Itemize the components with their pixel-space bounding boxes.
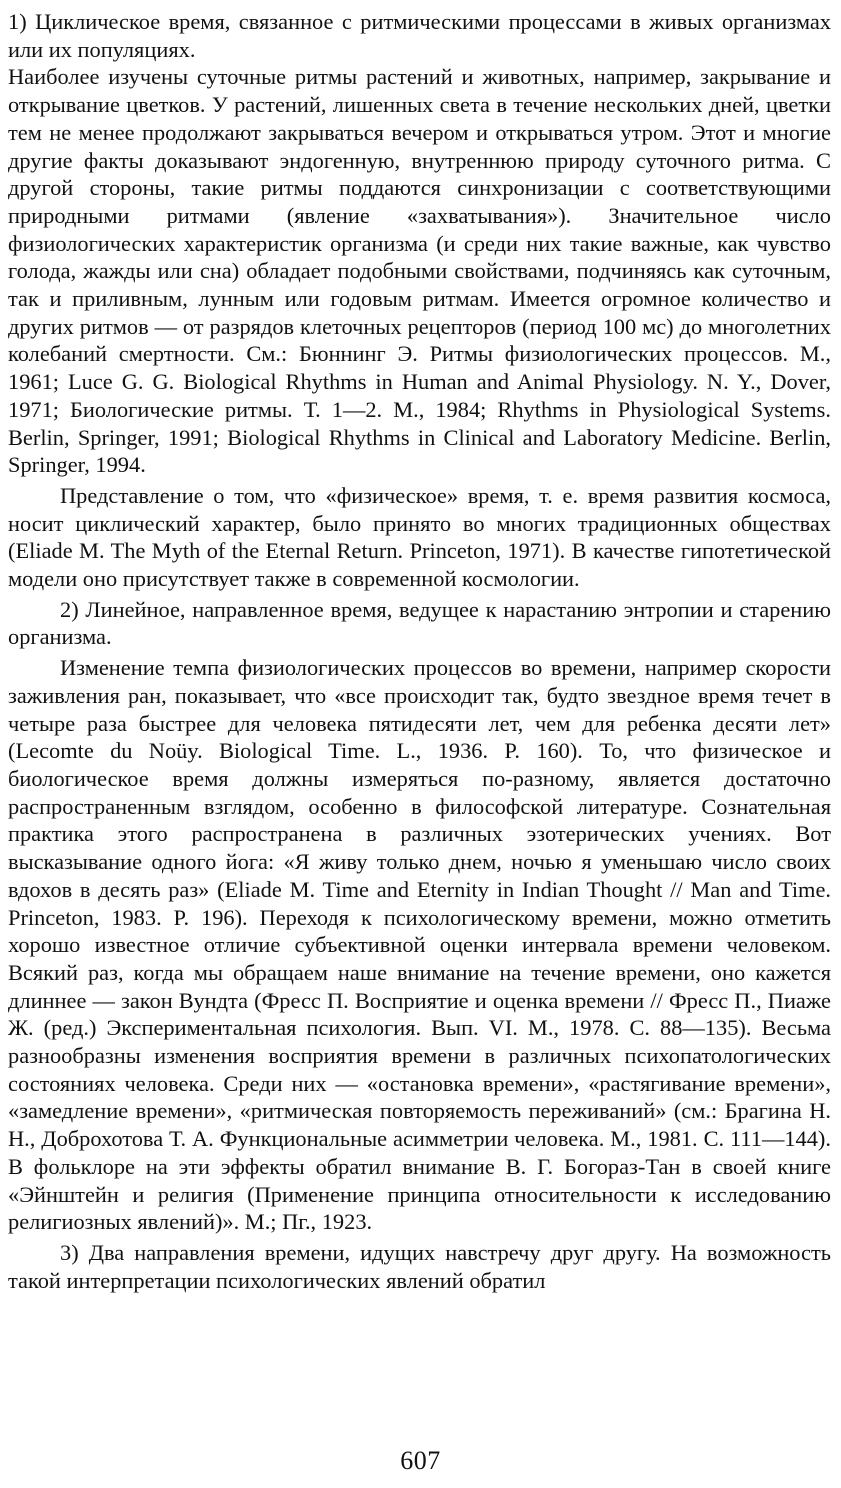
paragraph-1: 1) Циклическое время, связанное с ритмическими процессами в живых организмах или их популяциях. [8,9,831,62]
paragraph-2: Наиболее изучены суточные ритмы растений и животных, например, закрывание и открывание цветков. У растений, лишенных света в течение нескольких дней, цветки тем не менее продолжают закрываться вечером и открываться утром. Этот и многие другие факты доказывают эндогенную, внутреннюю природу суточного ритма. С другой стороны, такие ритмы поддаются синхронизации с соответствующими природными ритмами (явление «захватывания»). Значительное число физиологических характеристик организма (и среди них такие важные, как чувство голода, жажды или сна) обладает подобными свойствами, подчиняясь как суточным, так и приливным, лунным или годовым ритмам. Имеется огромное количество и других ритмов — от разрядов клеточных рецепторов (период 100 мс) до многолетних колебаний смертности. См.: Бюннинг Э. Ритмы физиологических процессов. М., 1961; Luce G. G. Biological Rhythms in Human and Animal Physiology. N. Y., Dover, 1971; Биологические ритмы. Т. 1—2. М., 1984; Rhythms in Physiological Systems. Berlin, Springer, 1991; Biological Rhythms in Clinical and Laboratory Medicine. Berlin, Springer, 1994. [8,64,831,478]
paragraph-6: 3) Два направления времени, идущих навстречу друг другу. На возможность такой интерпретации психологических явлений обратил [8,1239,831,1293]
paragraph-4: 2) Линейное, направленное время, ведущее к нарастанию энтропии и старению организма. [8,596,831,650]
page-body [8,8,831,1294]
paragraph-3: Представление о том, что «физическое» время, т. е. время развития космоса, носит циклический характер, было принято во многих традиционных обществах (Eliade M. The Myth of the Eternal Return. Princeton, 1971). В качестве гипотетической модели оно присутствует также в современной космологии. [8,482,831,592]
page-number: 607 [400,1446,441,1475]
paragraph-5: Изменение темпа физиологических процессов во времени, например скорости заживления ран, показывает, что «все происходит так, будто звездное время течет в четыре раза быстрее для человека пятидесяти лет, чем для ребенка десяти лет» (Lecomte du Noüy. Biological Time. L., 1936. P. 160). То, что физическое и биологическое время должны измеряться по-разному, является достаточно распространенным взглядом, особенно в философской литературе. Сознательная практика этого распространена в различных эзотерических учениях. Вот высказывание одного йога: «Я живу только днем, ночью я уменьшаю число своих вдохов в десять раз» (Eliade M. Time and Eternity in Indian Thought // Man and Time. Princeton, 1983. P. 196). Переходя к психологическому времени, можно отметить хорошо известное отличие субъективной оценки интервала времени человеком. Всякий раз, когда мы обращаем наше внимание на течение времени, оно кажется длиннее — закон Вундта (Фресс П. Восприятие и оценка времени // Фресс П., Пиаже Ж. (ред.) Экспериментальная психология. Вып. VI. М., 1978. С. 88—135). Весьма разнообразны изменения восприятия времени в различных психопатологических состояниях человека. Среди них — «остановка времени», «растягивание времени», «замедление времени», «ритмическая повторяемость переживаний» (см.: Брагина Н. Н., Доброхотова Т. А. Функциональные асимметрии человека. М., 1981. С. 111—144). В фольклоре на эти эффекты обратил внимание В. Г. Богораз-Тан в своей книге «Эйнштейн и религия (Применение принципа относительности к исследованию религиозных явлений)». М.; Пг., 1923. [8,655,831,1235]
